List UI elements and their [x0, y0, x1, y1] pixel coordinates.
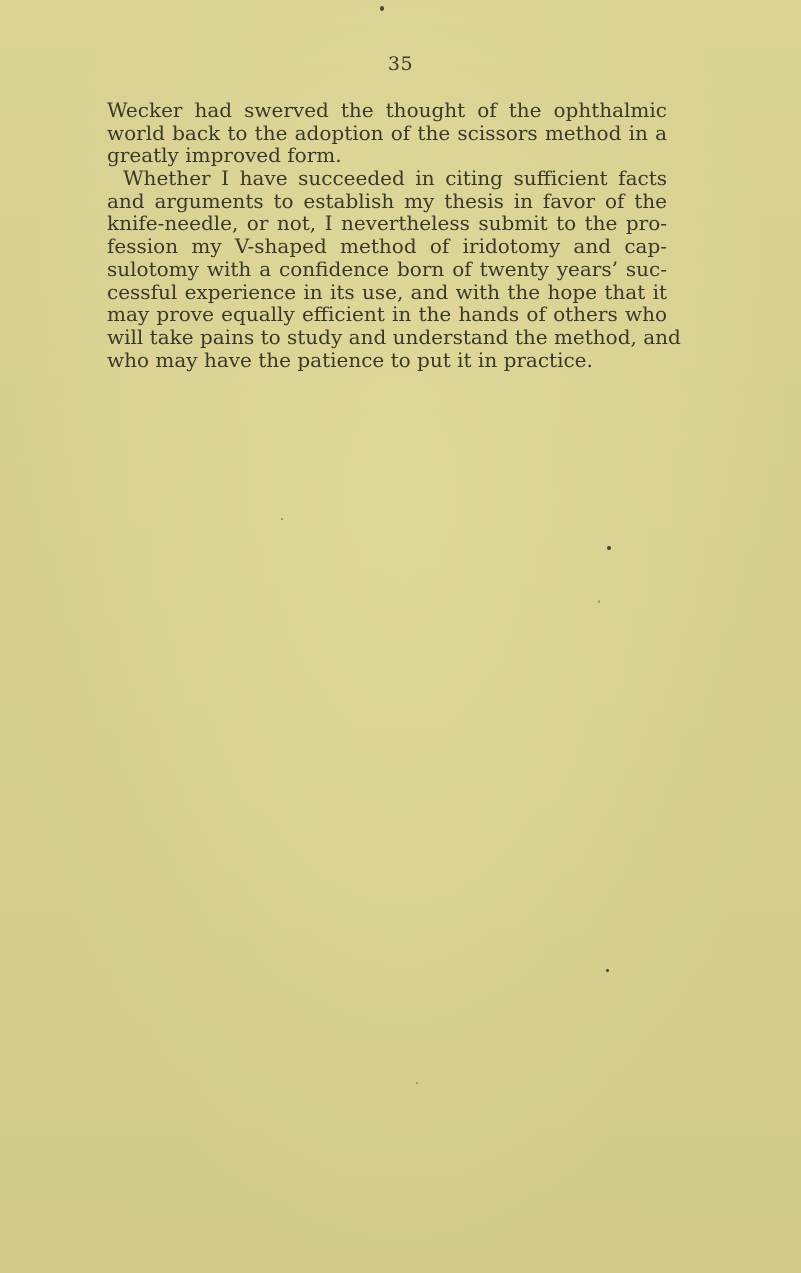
paragraph-1 — [107, 99, 667, 167]
text-line: Wecker had swerved the thought of the ophthalmic — [107, 98, 667, 122]
body-text — [107, 98, 681, 372]
scan-speck — [606, 969, 609, 972]
text-line: who may have the patience to put it in practice. — [107, 347, 593, 372]
paragraph-2 — [107, 166, 681, 372]
text-line: knife-needle, or not, I nevertheless submit to the pro- — [107, 211, 667, 236]
text-line: sulotomy with a confidence born of twenty years’ suc- — [107, 256, 667, 281]
scan-speck — [380, 6, 384, 11]
text-line: cessful experience in its use, and with the hope that it — [107, 279, 667, 304]
text-line: may prove equally efficient in the hands of others who — [107, 302, 667, 327]
page-number: 35 — [387, 53, 414, 75]
scan-speck — [598, 600, 600, 603]
text-line: Whether I have succeeded in citing sufficient facts — [123, 166, 667, 191]
text-line: fession my V-shaped method of iridotomy and cap- — [107, 234, 667, 259]
text-line: world back to the adoption of the scissors method in a — [107, 120, 667, 145]
text-line: and arguments to establish my thesis in favor of the — [107, 188, 667, 213]
scan-speck — [416, 1082, 418, 1084]
scan-speck — [281, 518, 283, 520]
scan-speck — [607, 546, 611, 550]
text-line: greatly improved form. — [107, 143, 342, 168]
text-line: will take pains to study and understand the method, and — [107, 324, 681, 349]
